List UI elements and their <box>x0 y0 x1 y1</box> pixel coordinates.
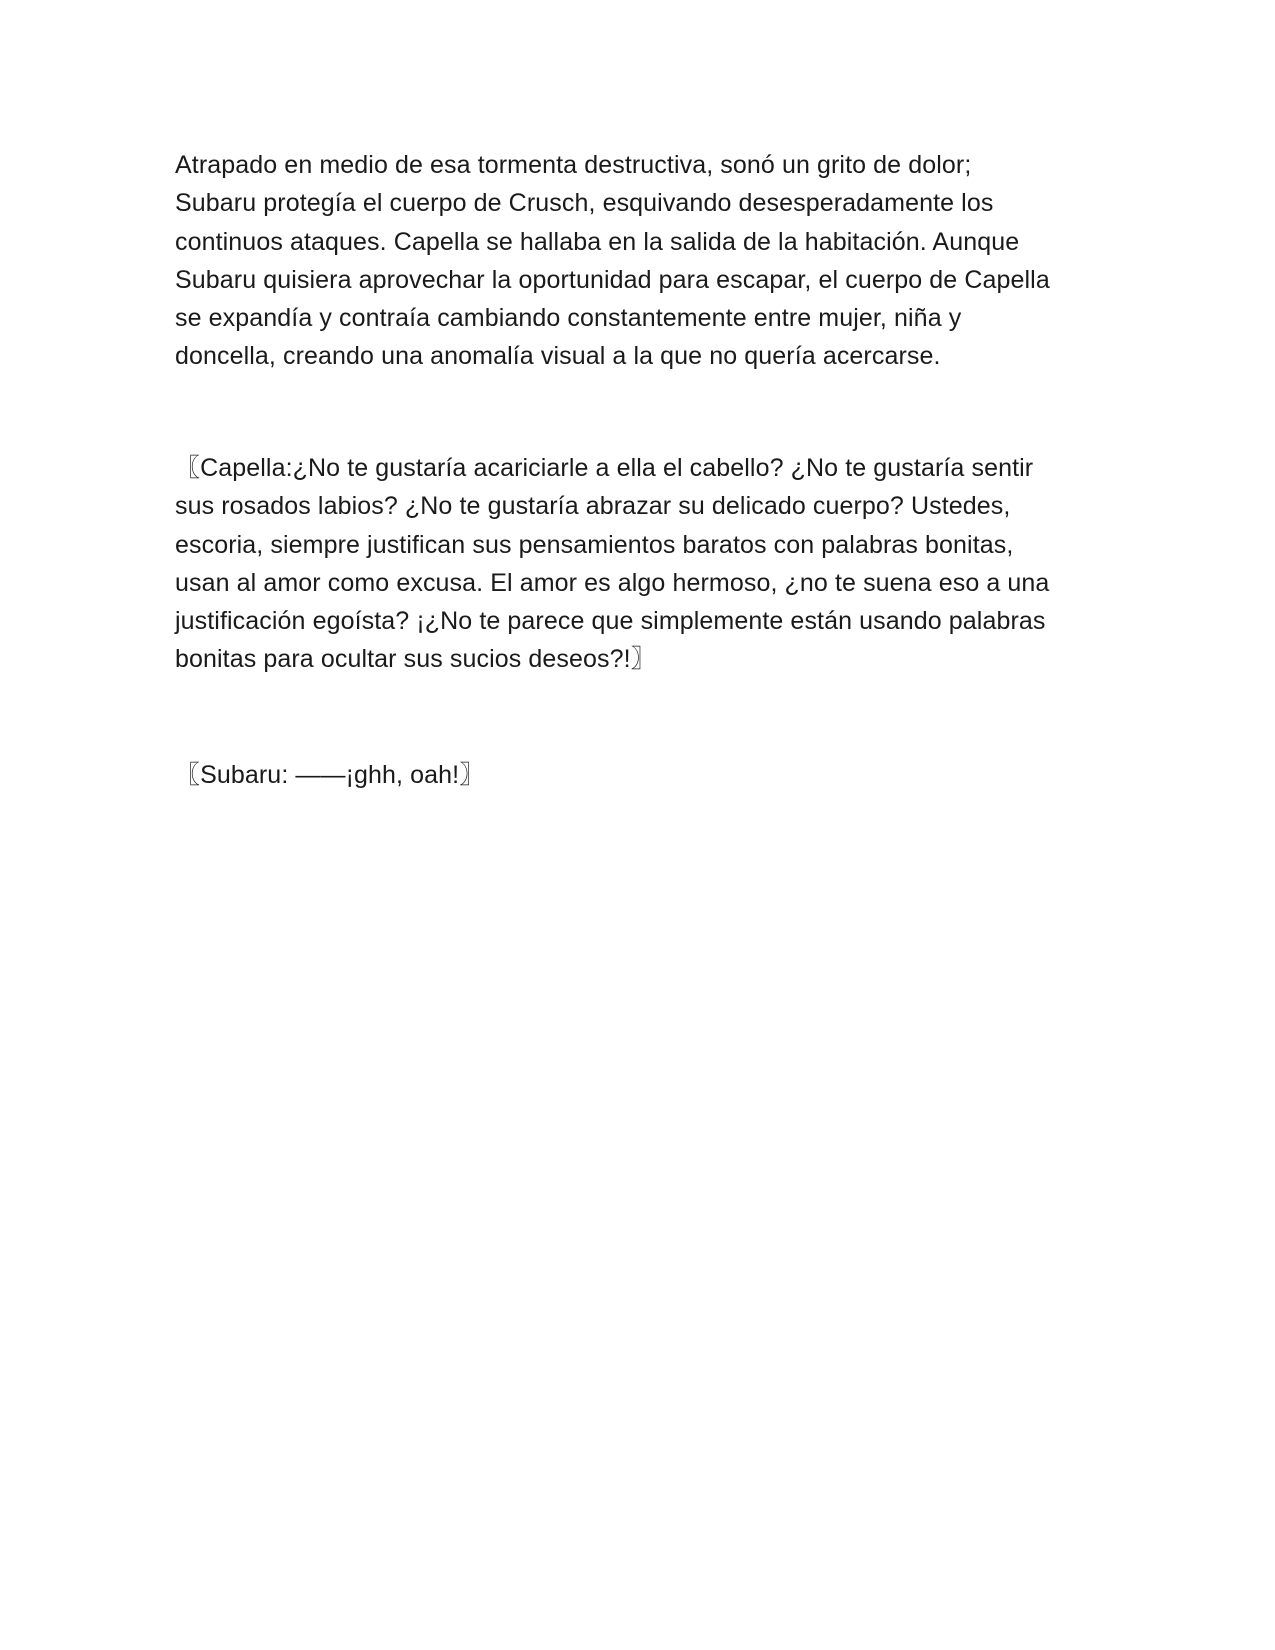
subaru-dialogue-paragraph <box>175 756 1105 794</box>
text-line: doncella, creando una anomalía visual a la que no quería acercarse. <box>175 342 941 371</box>
capella-dialogue-paragraph <box>175 449 1105 679</box>
narration-paragraph <box>175 146 1105 376</box>
text-line: usan al amor como excusa. El amor es algo hermoso, ¿no te suena eso a una <box>175 568 1050 597</box>
text-line: bonitas para ocultar sus sucios deseos?!〗 <box>175 645 656 674</box>
text-line: se expandía y contraía cambiando constantemente entre mujer, niña y <box>175 304 962 333</box>
text-line: 〖Subaru: ——¡ghh, oah!〗 <box>175 761 485 789</box>
text-line: justificación egoísta? ¡¿No te parece que simplemente están usando palabras <box>175 607 1046 636</box>
text-line: 〖Capella:¿No te gustaría acariciarle a ella el cabello? ¿No te gustaría sentir <box>175 454 1034 482</box>
text-line: Subaru protegía el cuerpo de Crusch, esquivando desesperadamente los <box>175 189 994 218</box>
text-line: continuos ataques. Capella se hallaba en la salida de la habitación. Aunque <box>175 227 1020 256</box>
text-line: sus rosados labios? ¿No te gustaría abrazar su delicado cuerpo? Ustedes, <box>175 492 1011 521</box>
text-line: escoria, siempre justifican sus pensamientos baratos con palabras bonitas, <box>175 530 1014 559</box>
text-line: Atrapado en medio de esa tormenta destructiva, sonó un grito de dolor; <box>175 151 972 179</box>
text-line: Subaru quisiera aprovechar la oportunidad para escapar, el cuerpo de Capella <box>175 265 1050 294</box>
